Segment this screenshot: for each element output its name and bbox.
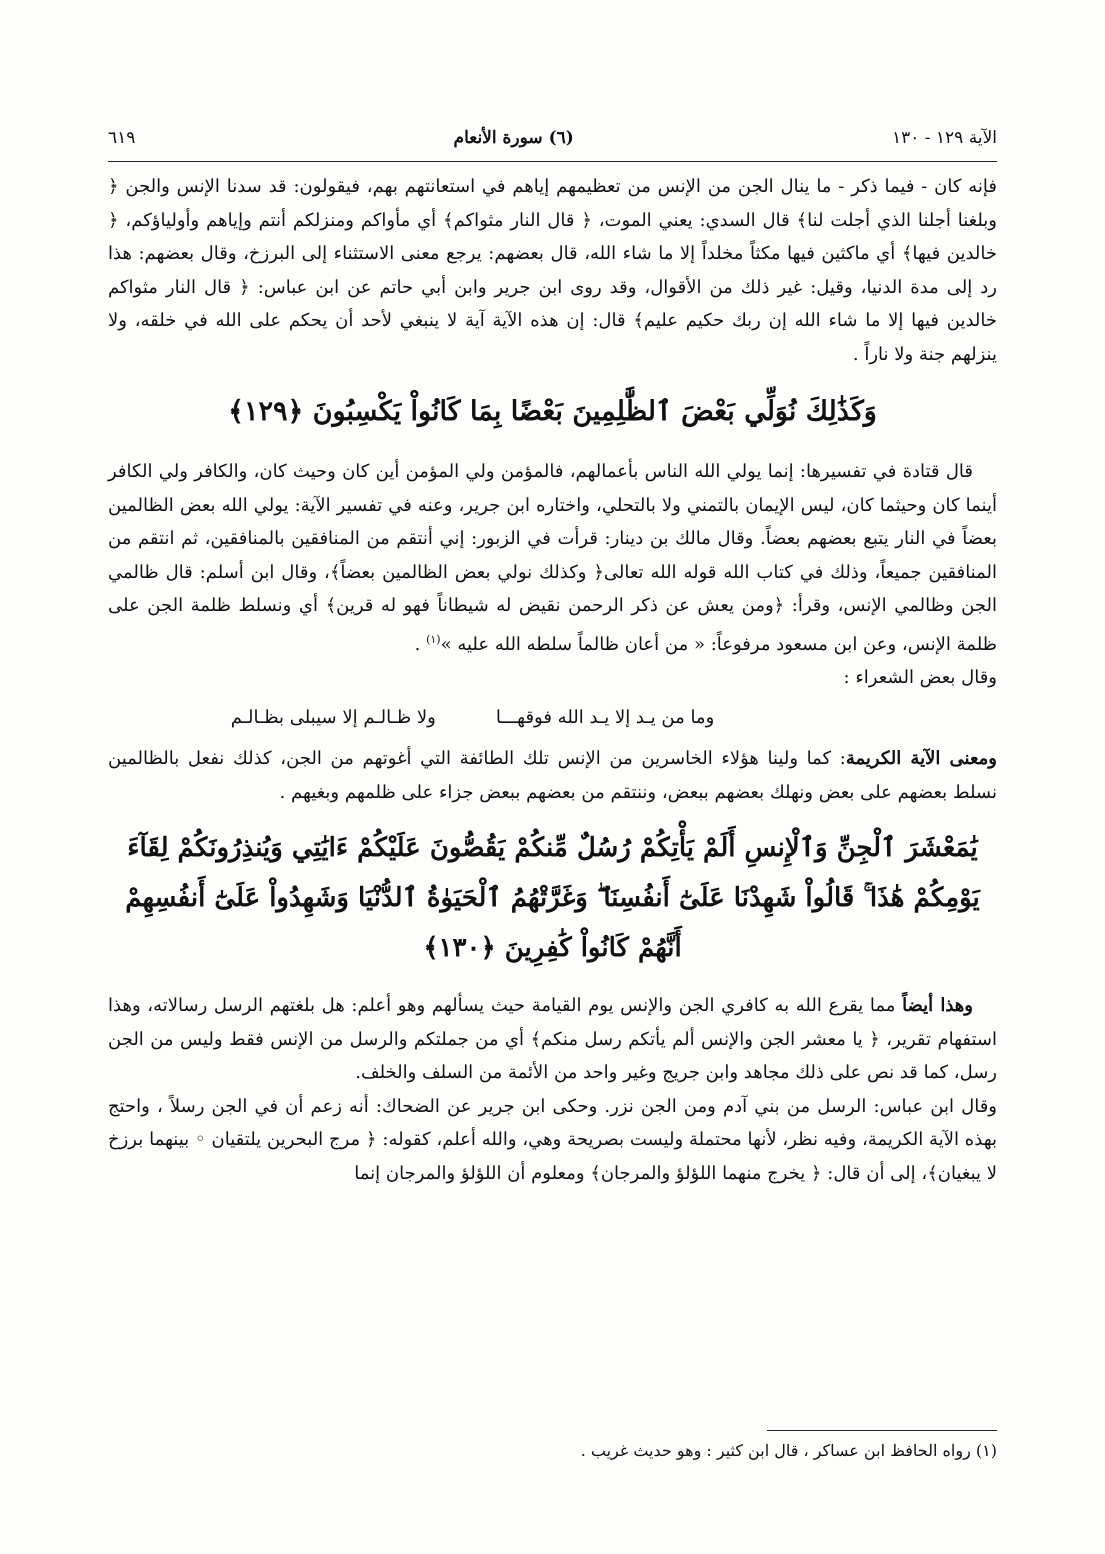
paragraph-3-text: : كما ولينا هؤلاء الخاسرين من الإنس تلك الطائفة التي أغوتهم من الجن، كذلك نفعل بالظالمين نسلط بعضهم على بعض ونهلك بعضهم ببعض، وننتقم من بعضهم ببعض جزاء على ظلمهم وبغيهم . — [108, 748, 997, 803]
paragraph-4-lead: وهذا أيضاً — [902, 995, 973, 1016]
header-verse-range: الآية ١٢٩ - ١٣٠ — [891, 128, 997, 148]
page-number: ٦١٩ — [108, 128, 136, 148]
paragraph-2 — [108, 455, 997, 661]
running-header — [108, 118, 997, 158]
header-rule — [108, 161, 997, 162]
page-body — [108, 170, 997, 1190]
poem-intro: وقال بعض الشعراء : — [843, 667, 997, 688]
paragraph-5: وقال ابن عباس: الرسل من بني آدم ومن الجن نزر. وحكى ابن جرير عن الضحاك: أنه زعم أن في الجن رسلاً ، واحتج بهذه الآية الكريمة، وفيه نظر، لأنها محتملة وليست بصريحة وهي، والله أعلم، كقوله: ﴿ مرج البحرين يلتقيان ◦ بينهما برزخ لا يبغيان﴾، إلى أن قال: ﴿ يخرج منهما اللؤلؤ والمرجان﴾ ومعلوم أن اللؤلؤ والمرجان إنما — [108, 1095, 997, 1184]
header-surah-title: (٦) سورة الأنعام — [453, 128, 574, 148]
footnote-rule — [767, 1430, 997, 1431]
quran-verse-129: وَكَذَٰلِكَ نُوَلِّي بَعْضَ ٱلظَّٰلِمِينَ بَعْضًا بِمَا كَانُواْ يَكْسِبُونَ ﴿١٢٩﴾ — [228, 396, 877, 427]
footnote-marker[interactable]: (١) — [426, 632, 441, 646]
paragraph-4-text: مما يقرع الله به كافري الجن والإنس يوم القيامة حيث يسألهم وهو أعلم: هل بلغتهم الرسل رسالاته، وهذا استفهام تقرير، ﴿ يا معشر الجن والإنس ألم يأتكم رسل منكم﴾ أي من جملتكم والرسل من الإنس فقط وليس من الجن رسل، كما قد نص على ذلك مجاهد وابن جريج وغير واحد من الأئمة من السلف والخلف. — [108, 995, 997, 1083]
poem-verse — [108, 701, 997, 735]
poem-hemistich-1: وما من يـد إلا يـد الله فوقهـــا — [495, 706, 715, 728]
paragraph-2-text: قال قتادة في تفسيرها: إنما يولي الله الناس بأعمالهم، فالمؤمن ولي المؤمن أين كان وحيث كان، والكافر ولي الكافر أينما كان وحيثما كان، ليس الإيمان بالتمني ولا بالتحلي، واختاره ابن جرير، وعنه في تفسير الآية: يولي الله بعض الظالمين بعضاً في النار يتبع بعضهم بعضاً. وقال مالك بن دينار: قرأت في الزبور: إني أنتقم من المنافقين بالمنافقين، ثم انتقم من المنافقين جميعاً، وذلك في كتاب الله قوله الله تعالى﴿ وكذلك نولي بعض الظالمين بعضاً﴾، وقال ابن أسلم: قال ظالمي الجن وظالمي الإنس، وقرأ: ﴿ومن يعش عن ذكر الرحمن نقيض له شيطاناً فهو له قرين﴾ أي ونسلط ظلمة الجن على ظلمة الإنس، وعن ابن مسعود مرفوعاً: « من أعان ظالماً سلطه الله عليه » — [108, 461, 997, 655]
footnote: (١) رواه الحافظ ابن عساكر ، قال ابن كثير : وهو حديث غريب . — [580, 1441, 997, 1460]
paragraph-1: فإنه كان - فيما ذكر - ما ينال الجن من الإنس من تعظيمهم إياهم في استعانتهم بهم، فيقولون: قد سدنا الإنس والجن ﴿ وبلغنا أجلنا الذي أجلت لنا﴾ قال السدي: يعني الموت، ﴿ قال النار مثواكم﴾ أي مأواكم ومنزلكم أنتم وإياهم وأولياؤكم، ﴿ خالدين فيها﴾ أي ماكثين فيها مكثاً مخلداً إلا ما شاء الله، قال بعضهم: يرجع معنى الاستثناء إلى البرزخ، وقال بعضهم: هذا رد إلى مدة الدنيا، وقيل: غير ذلك من الأقوال، وقد روى ابن جرير وابن أبي حاتم عن ابن عباس: ﴿ قال النار مثواكم خالدين فيها إلا ما شاء الله إن ربك حكيم عليم﴾ قال: إن هذه الآية آية لا ينبغي لأحد أن يحكم على الله في خلقه، ولا ينزلهم جنة ولا ناراً . — [108, 176, 997, 365]
paragraph-3 — [108, 742, 997, 809]
paragraph-4 — [108, 989, 997, 1090]
paragraph-2-end: . — [414, 633, 427, 655]
quran-verse-130: يَٰمَعْشَرَ ٱلْجِنِّ وَٱلْإِنسِ أَلَمْ يَأْتِكُمْ رُسُلٌ مِّنكُمْ يَقُصُّونَ عَلَيْكُمْ ءَايَٰتِي وَيُنذِرُونَكُمْ لِقَآءَ يَوْمِكُمْ هَٰذَا ۚ قَالُواْ شَهِدْنَا عَلَىٰٓ أَنفُسِنَا ۖ وَغَرَّتْهُمُ ٱلْحَيَوٰةُ ٱلدُّنْيَا وَشَهِدُواْ عَلَىٰٓ أَنفُسِهِمْ أَنَّهُمْ كَانُواْ كَٰفِرِينَ ﴿١٣٠﴾ — [125, 833, 980, 963]
poem-hemistich-2: ولا ظـالـم إلا سيبلى بظـالـم — [230, 706, 436, 728]
paragraph-3-lead: ومعنى الآية الكريمة — [845, 748, 997, 769]
